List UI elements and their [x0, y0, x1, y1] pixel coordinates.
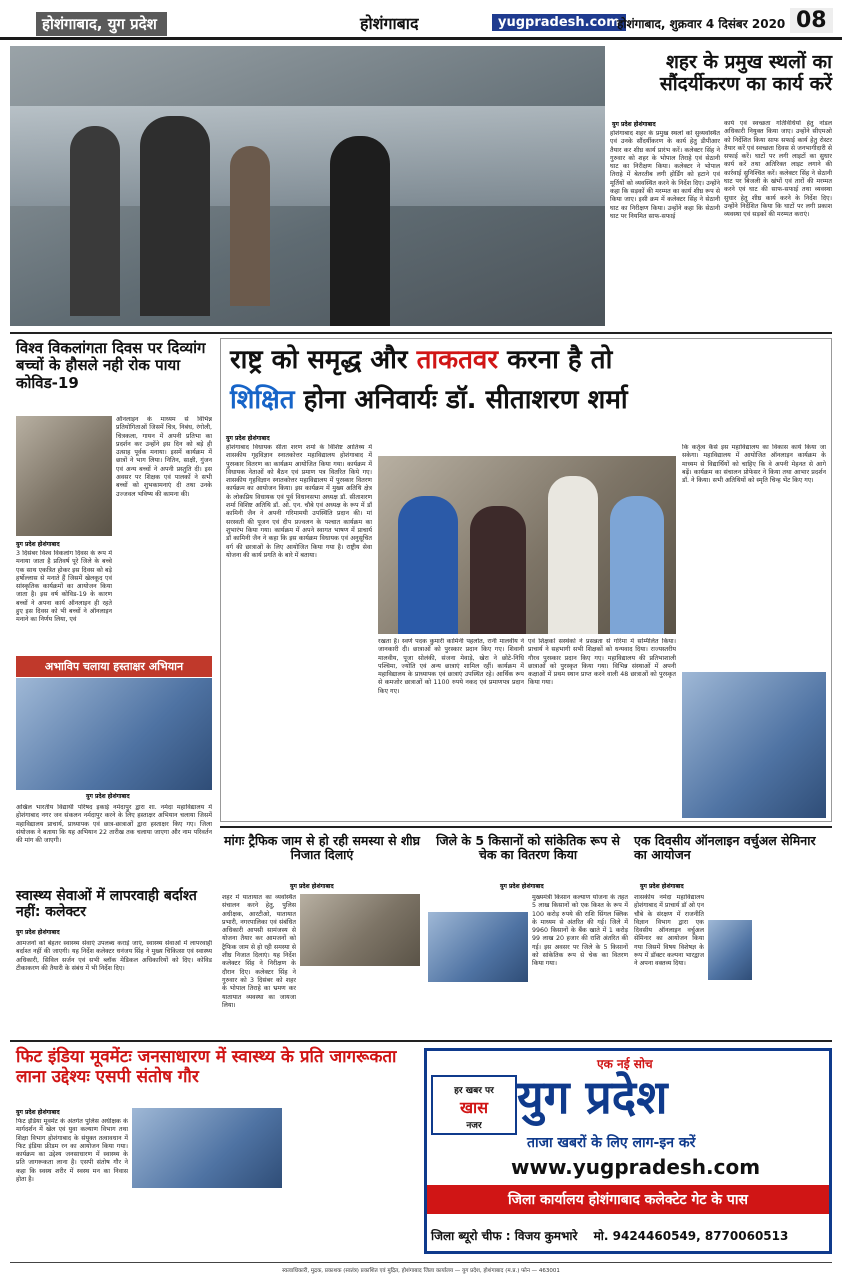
ad-office: जिला कार्यालय होशंगाबाद कलेक्टेट गेट के पास — [427, 1185, 829, 1214]
story4-body-col3: एवं शिक्षकों सस्थेको ने प्रसन्नता से गरिमा में सम्मिलित किया। प्राचार्य ने सहभागी सभी शिक्षकों को धन्यवाद दिया। राज्यस्तरीय गौरव पुरस्कार प्रदान किए गए। महाविद्यालय की प्रतिभाशाली छात्राओं को पुरस्कृत किया गया। विभिन्न संस्थाओं में अपनी कक्षाओं में प्रथम स्थान प्राप्त करने वाली 48 छात्राओं को पुरस्कृत किया गया। — [528, 638, 676, 687]
story5-photo — [300, 894, 420, 966]
divider — [220, 826, 832, 828]
story2-byline: युग प्रदेश होशंगाबाद — [16, 541, 60, 548]
divider — [10, 332, 832, 334]
story9-byline: युग प्रदेश होशंगाबाद — [16, 1109, 60, 1116]
city-label: होशंगाबाद — [360, 14, 419, 33]
story5-byline: युग प्रदेश होशंगाबाद — [290, 883, 334, 890]
story1-body-col2: कार्य एवं स्वच्छता गतिविधियों हेतु नोडल अधिकारी नियुक्त किया जाए। उन्होंने सीएमओ को निर्देशित किया साफ सफाई कार्य हेतु रोस्टर तैयार करें एवं स्वच्छता दिवस से जनभागीदारी से सफाई करें। घाटों पर लगी लाइटों का सुधार कार्य करें तथा अतिरिक्त लाइट लगाने की कार्रवाई सुनिश्चित करें। कलेक्टर सिंह ने सेठानी घाट पर बिजली के खंभों एवं तारों की मरम्मत करने एवं घाट की साफ-सफाई तथा व्यवस्था सुधार हेतु शीघ्र कार्य करने के निर्देश दिए। उन्होंने निर्देशित किया कि घाटों पर लगी प्रकाश व्यवस्था एवं सड़कों की मरम्मत कराएं। — [724, 120, 832, 219]
story4-headline-part3: करना है तो — [498, 345, 613, 375]
story6-byline: युग प्रदेश होशंगाबाद — [500, 883, 544, 890]
ad-badge — [431, 1075, 517, 1135]
story6-photo — [428, 912, 528, 982]
ad-tagline: एक नई सोच — [597, 1057, 653, 1071]
story2-body-col1: 3 दिसंबर विश्व विकलांग दिवस के रूप में मनाया जाता है प्रतिवर्ष पूरे जिले के बच्चे एक साथ एकत्रित होकर इस दिवस को बड़े हर्षोल्लास से मनाते हैं जिसमें खेलकूद एवं सांस्कृतिक कार्यक्रमों का आयोजन किया जाता है। इस वर्ष कोविड-19 के कारण बच्चों ने अपना कार्य ऑनलाइन ही रहते हुए इस दिवस को भी बच्चों ने ऑनलाइन मनाने का निर्णय लिया, एवं — [16, 550, 112, 624]
story4-headline-part2: ताकतवर — [416, 345, 499, 375]
story3-byline: युग प्रदेश होशंगाबाद — [86, 793, 130, 800]
lead-photo — [10, 46, 605, 326]
story1-body-col1: होशंगाबाद शहर के प्रमुख स्थलों को सुव्यवस्थित एवं उनके सौंदर्यीकरण के कार्य हेतु डीपीआर तैयार कर शीघ्र कार्य प्रारंभ करें। कलेक्टर सिंह ने गुरुवार को शहर के भोपाल तिराहे एवं सेठानी घाट का निरीक्षण किया। कलेक्टर ने भोपाल तिराहे में बेतरतीब लगी होर्डिंग को हटाने एवं मूर्तियों को व्यवस्थित करने के निर्देश दिए। उन्होंने कहा कि सड़कों की मरम्मत का कार्य शीघ्र रूप से किया जाए। इसी क्रम में कलेक्टर सिंह ने सेठानी घाट का निरीक्षण किया। उन्होंने कहा कि सेठानी घाट पर नियमित साफ-सफाई — [610, 130, 720, 220]
masthead — [0, 0, 842, 40]
story8-body: आमजनों को बेहतर स्वास्थ्य सेवाएं उपलब्ध कराई जाएं, स्वास्थ्य सेवाओं में लापरवाही बर्दाश्त नहीं की जाएगी। यह निर्देश कलेक्टर धनंजय सिंह ने मुख्य चिकित्सा एवं स्वास्थ्य अधिकारी, सिविल सर्जन एवं सभी ब्लॉक मेडिकल अधिकारियों को दिए। कोविड टीकाकरण की तैयारी के संबंध में भी निर्देश दिए। — [16, 940, 212, 972]
story9-photo — [132, 1108, 282, 1188]
story3-body: अखिल भारतीय विद्यार्थी परिषद इकाई नर्मदापुर द्वारा शा. नर्मदा महाविद्यालय में होशंगाबाद नगर जन संकलन नर्मदापुर करने के लिए हस्ताक्षर अभियान चलाया जिसमें महाविद्यालय प्राचार्य, प्राध्यापक एवं छात्र-छात्राओं द्वारा हस्ताक्षर किए गए। जिला संयोजक ने बताया कि यह अभियान 22 तारीख तक चलाया जाएगा और नाम परिवर्तन की मांग की जाएगी। — [16, 804, 212, 845]
divider — [10, 1040, 832, 1042]
ad-bureau: जिला ब्यूरो चीफ : विजय कुमभारे — [431, 1229, 578, 1243]
story7-byline: युग प्रदेश होशंगाबाद — [640, 883, 684, 890]
story4-headline-part4: शिक्षित — [230, 385, 295, 415]
story2-photo — [16, 416, 112, 536]
story7-photo — [708, 920, 752, 980]
story4-headline-part5: होना अनिवार्यः डॉ. सीताशरण शर्मा — [294, 385, 628, 415]
story1-byline: युग प्रदेश होशंगाबाद — [612, 121, 656, 128]
story4-body-col4: कि कर्तृत्व कैसे इस महाविद्यालय का विकास कार्य किया जा सकेगा। महाविद्यालय में आयोजित ऑनलाइन कार्यक्रम के माध्यम से विद्यार्थियों को चाहिए कि वे अपनी मेहनत से आगे बढ़ें। कार्यक्रम का संचालन प्रोफेसर ने किया तथा आभार प्रदर्शन डॉ. ने किया। सभी अतिथियों को स्मृति चिन्ह भेंट किए गए। — [682, 444, 826, 485]
ad-badge-text-1: हर खबर पर — [454, 1086, 494, 1096]
story9-body: फिट इंडिया मूवमेंट के अंतर्गत पुलिस अधीक्षक के मार्गदर्शन में खेल एवं युवा कल्याण विभाग तथा शिक्षा विभाग होशंगाबाद के संयुक्त तत्वावधान में फिट इंडिया फ्रीडम रन का आयोजन किया गया। कार्यक्रम का उद्देश्य जनसाधारण में स्वास्थ्य के प्रति जागरूकता लाना है। एसपी संतोष गौर ने कहा कि स्वस्थ शरीर में स्वस्थ मन का निवास होता है। — [16, 1118, 128, 1184]
story4-headline-part1: राष्ट्र को समृद्ध और — [230, 345, 417, 375]
story3-headline: अभाविप चलाया हस्ताक्षर अभियान — [16, 656, 212, 677]
story2-body-col2: ऑनलाइन के माध्यम से विभिन्न प्रतियोगिताओं जिसमें चित्र, निबंध, रंगोली, चित्रकला, गायन में अपनी प्रतिभा का प्रदर्शन कर उन्होंने इस दिन को बड़े ही उत्साह पूर्वक मनाया। इसमें कार्यक्रम में छात्रों ने भाग लिया। नितिन, साक्षी, गुंजन एवं अन्य बच्चों ने अपनी प्रस्तुति दी। इस अवसर पर शिक्षक एवं पालकों ने सभी बच्चों को शुभकामनाएं दी तथा उनके उज्जवल भविष्य की कामना की। — [116, 416, 212, 498]
story7-body: शासकीय नर्मदा महाविद्यालय होशंगाबाद में प्राचार्य डॉ ओ एन चौबे के संरक्षण में राजनीति विज्ञान विभाग द्वारा एक दिवसीय ऑनलाइन वर्चुअल सेमिनार का आयोजन किया गया जिसमें विषय विशेषज्ञ के रूप में डॉक्टर कल्पना भारद्वाज ने अपना वक्तव्य दिया। — [634, 894, 704, 968]
story2-headline: विश्व विकलांगता दिवस पर दिव्यांग बच्चों के हौसले नही रोक पाया कोविड-19 — [16, 339, 206, 392]
story9-headline: फिट इंडिया मूवमेंटः जनसाधारण में स्वास्थ्य के प्रति जागरूकता लाना उद्देश्यः एसपी संतोष गौर — [16, 1047, 397, 1087]
advertisement — [424, 1048, 832, 1254]
page-number: 08 — [790, 8, 833, 33]
story4-photo-2 — [682, 672, 826, 818]
ad-phone: मो. 9424460549, 8770060513 — [593, 1229, 789, 1243]
ad-slogan: ताजा खबरों के लिए लाग-इन करें — [527, 1135, 696, 1151]
story4-byline: युग प्रदेश होशंगाबाद — [226, 435, 270, 442]
story5-body: शहर में यातायात का व्यवस्थित संचालन करने हेतु, पुलिस अधीक्षक, आरटीओ, यातायात प्रभारी, नगरपालिका एवं संबंधित अधिकारी आपसी सामंजस्य से योजना तैयार कर आमजनों को ट्रैफिक जाम से हो रही समस्या से शीघ्र निजात दिलाएं। यह निर्देश कलेक्टर सिंह ने निरीक्षण के दौरान दिए। कलेक्टर सिंह ने गुरुवार को 3 दिसंबर को शहर के भोपाल तिराहे का भ्रमण कर यातायात व्यवस्था का जायजा लिया। — [222, 894, 296, 1009]
story8-byline: युग प्रदेश होशंगाबाद — [16, 929, 60, 936]
story4-headline-line1 — [230, 346, 830, 376]
section-label: होशंगाबाद, युग प्रदेश — [36, 12, 167, 36]
ad-contact — [427, 1219, 829, 1251]
ad-badge-text-3: नजर — [466, 1121, 482, 1131]
story4-body-col2: रखता है। स्वर्ण पदक कुमारी कामिनी पहलोत, रानी मालवीय ने जानकारी दी। छात्राओं को पुरस्कार प्रदान किए गए। शिवानी मालवीय, पूजा सोलंकी, संजना मेवाड़े, खेरा ने छोटे-निधि पश्चिमा, ज्योति एवं अन्य छात्राएं शामिल रहीं। कार्यक्रम में महाविद्यालय के प्राध्यापक एवं छात्राएं उपस्थित रहे। आर्थिक रूप से कमजोर छात्राओं को 1100 रुपये नकद एवं प्रमाणपत्र प्रदान किए गए। — [378, 638, 524, 695]
story3-photo — [16, 678, 212, 790]
masthead-url[interactable]: yugpradesh.com — [492, 14, 626, 31]
ad-badge-text-2: खास — [459, 1098, 489, 1117]
ad-url[interactable]: www.yugpradesh.com — [511, 1155, 761, 1179]
issue-date: होशंगाबाद, शुक्रवार 4 दिसंबर 2020 — [617, 17, 786, 31]
ad-logo: युग प्रदेश — [517, 1070, 668, 1124]
story6-headline: जिले के 5 किसानों को सांकेतिक रूप से चेक का वितरण किया — [436, 833, 620, 863]
story4-headline-line2 — [230, 386, 830, 416]
story6-body: मुख्यमंत्री किसान कल्याण योजना के तहत 5 लाख किसानों को एक किश्त के रूप में 100 करोड़ रुपये की राशि सिंगल क्लिक के माध्यम से अंतरित की गई। जिले में 9960 किसानों के बैंक खाते में 1 करोड़ 99 लाख 20 हजार की राशि अंतरित की गई। इस अवसर पर जिले के 5 किसानों को सांकेतिक रूप से चेक का वितरण किया गया। — [532, 894, 628, 968]
story5-headline: मांगः ट्रैफिक जाम से हो रही समस्या से शीघ्र निजात दिलाएं — [223, 833, 420, 863]
story4-body-col1: होशंगाबाद विधायक सीता शरण शर्मा के विशिष्ट आतिथ्य में शासकीय गृहविज्ञान स्नातकोत्तर महाविद्यालय होशंगाबाद में पुरस्कार वितरण का कार्यक्रम आयोजित किया गया। कार्यक्रम में विधायक नेताओं को बैठन एवं प्रमाण पत्र वितरित किये गए। शासकीय गृहविज्ञान स्नातकोत्तर महाविद्यालय में पुरस्कार वितरण कार्यक्रम का आयोजन किया। इस कार्यक्रम में मुख्य अतिथि क्षेत्र के लोकप्रिय विधायक एवं पूर्व विधानसभा अध्यक्ष डॉ. सीताशरण शर्मा विशिष्ट अतिथि डॉ. ओ. एन. चौबे एवं अध्यक्ष के रूप में डॉ कामिनी जैन ने अपनी गरिमामयी उपस्थिति प्रदान की। मां सरस्वती की पूजन एवं दीप प्रज्वलन के पश्चात कार्यक्रम का शुभारंभ किया गया। कार्यक्रम में अपने स्वागत भाषण में प्राचार्य डॉ कामिनी जैन ने कहा कि इस कार्यक्रम विधायक एवं अनुसूचित वर्ग की छात्राओं के लिए आयोजित किया गया है। राष्ट्रीय सेवा योजना की कार्य प्रगति के बारे में बताया। — [226, 444, 372, 559]
story4-photo — [378, 456, 676, 634]
story8-headline: स्वास्थ्य सेवाओं में लापरवाही बर्दाश्त नहीं: कलेक्टर — [16, 888, 197, 921]
footer-imprint: स्वत्वाधिकारी, मुद्रक, प्रकाशक (स्वतंत्र) प्रकाशित एवं मुद्रित, होशंगाबाद जिला कार्यालय — युग प्रदेश, होशंगाबाद (म.प्र.) फोन — 463001 — [10, 1262, 832, 1274]
story1-headline: शहर के प्रमुख स्थलों का सौंदर्यीकरण का कार्य करें — [659, 51, 832, 95]
story7-headline: एक दिवसीय ऑनलाइन वर्चुअल सेमिनार का आयोजन — [634, 833, 816, 863]
